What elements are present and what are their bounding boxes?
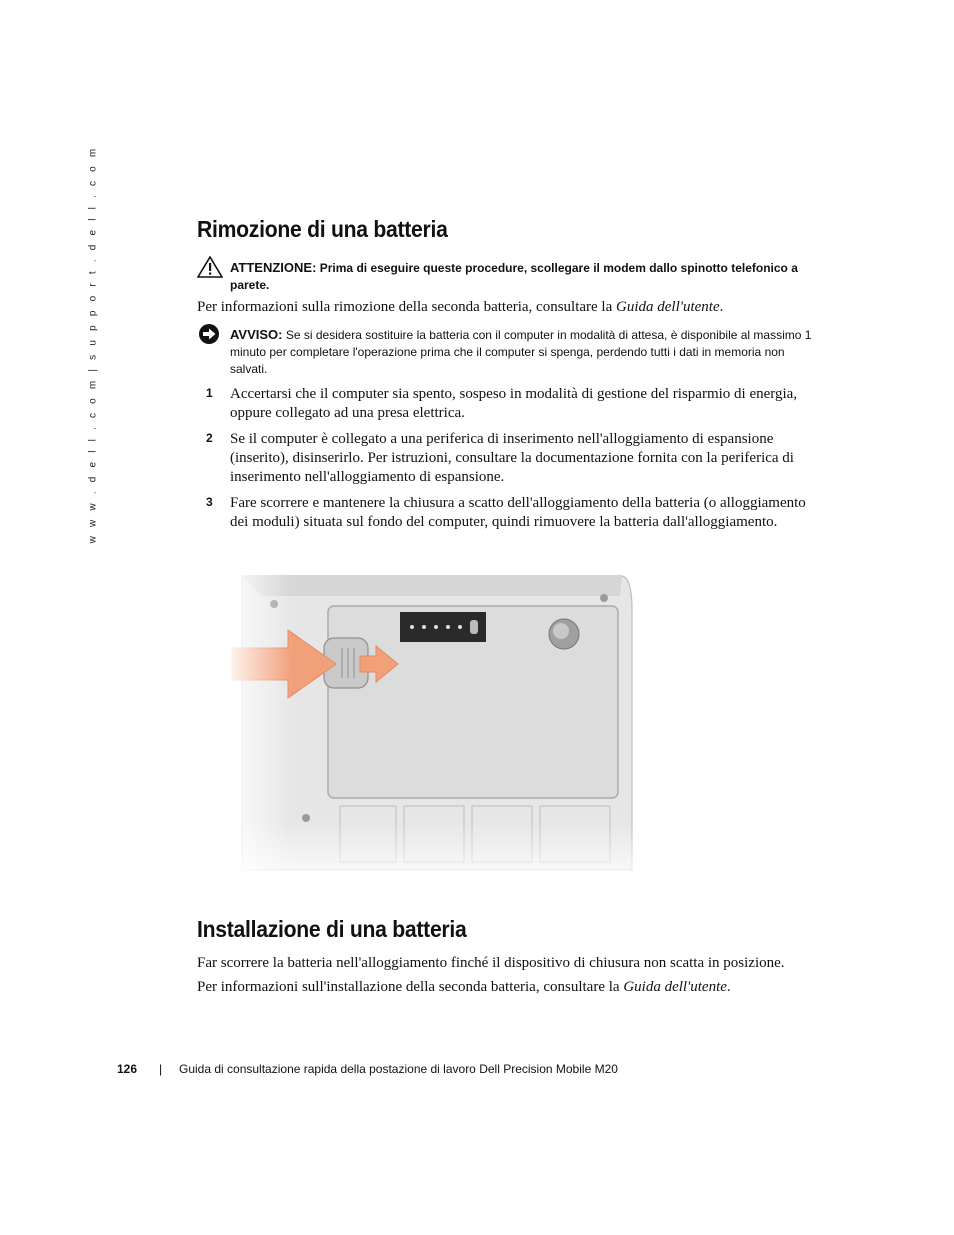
- notice-label: AVVISO:: [230, 327, 283, 342]
- removal-paragraph: Per informazioni sulla rimozione della seconda batteria, consultare la Guida dell'utente.: [197, 299, 724, 315]
- step-item: [197, 494, 817, 532]
- installation-paragraph-2: Per informazioni sull'installazione della seconda batteria, consultare la Guida dell'utente.: [197, 979, 731, 995]
- step-text: Accertarsi che il computer sia spento, sospeso in modalità di gestione del risparmio di energia, oppure collegato ad una presa elettrica.: [230, 386, 798, 421]
- step-text: Fare scorrere e mantenere la chiusura a scatto dell'alloggiamento della batteria (o alloggiamento dei moduli) situata sul fondo del computer, quindi rimuovere la batteria dall'alloggiamento.: [230, 495, 806, 530]
- section-title-installation: Installazione di una batteria: [197, 916, 467, 942]
- step-number: 3: [206, 495, 213, 509]
- warning-icon: [197, 256, 223, 278]
- caution-label: ATTENZIONE:: [230, 260, 317, 275]
- page-number: 126: [117, 1062, 138, 1076]
- footer-title: Guida di consultazione rapida della postazione di lavoro Dell Precision Mobile M20: [179, 1062, 618, 1076]
- step-number: 2: [206, 431, 213, 445]
- step-text: Se il computer è collegato a una periferica di inserimento nell'alloggiamento di espansione (inserito), disinserirlo. Per istruzioni, consultare la documentazione fornita con la periferica di inserimento nell'alloggiamento di espansione.: [230, 431, 794, 485]
- notice-icon: [197, 323, 223, 345]
- step-number: 1: [206, 386, 213, 400]
- notice-text: Se si desidera sostituire la batteria con il computer in modalità di attesa, è disponibile al massimo 1 minuto per completare l'operazione prima che il computer si spenga, perdendo tutti i dati in memoria non salvati.: [230, 328, 812, 376]
- step-item: [197, 385, 817, 423]
- footer-separator: |: [159, 1062, 163, 1076]
- step-item: [197, 430, 817, 487]
- side-url: w w w . d e l l . c o m | s u p p o r t . d e l l . c o m: [87, 145, 99, 543]
- battery-removal-illustration: [222, 570, 638, 890]
- installation-paragraph-1: Far scorrere la batteria nell'alloggiamento finché il dispositivo di chiusura non scatta in posizione.: [197, 955, 785, 971]
- removal-steps: [197, 385, 817, 539]
- section-title-removal: Rimozione di una batteria: [197, 216, 448, 242]
- caution-text: Prima di eseguire queste procedure, scollegare il modem dallo spinotto telefonico a parete.: [230, 261, 798, 292]
- notice-note: [197, 326, 817, 378]
- caution-note: [197, 259, 817, 294]
